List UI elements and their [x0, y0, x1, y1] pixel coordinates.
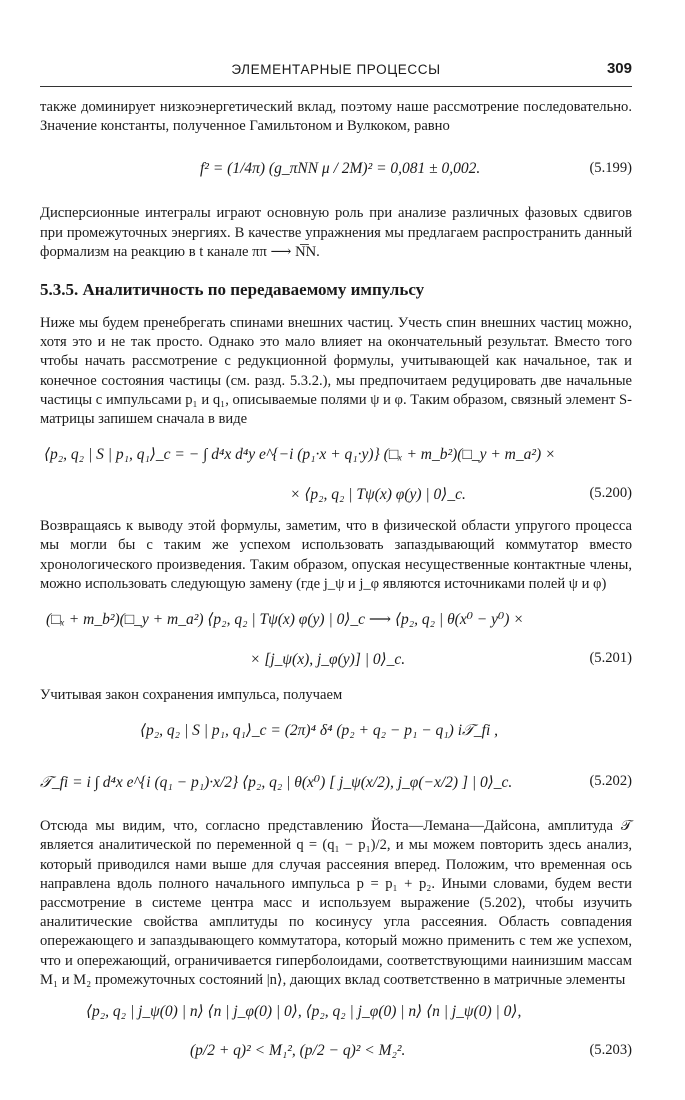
- paragraph-1: также доминирует низкоэнергетический вклад, поэтому наше рассмотрение последовательно. Значение константы, полученное Гамильтоном и Вулкоком, равно: [40, 99, 632, 135]
- equation-number: (5.203): [589, 1042, 632, 1059]
- equation-expression: (p/2 + q)² < M₁², (p/2 − q)² < M₂².: [190, 1042, 406, 1060]
- equation-expression: ⟨p₂, q₂ | S | p₁, q₁⟩_c = − ∫ d⁴x d⁴y e^{−i (p₁·x + q₁·y)} (□ₓ + m_b²)(□_y + m_a²) ×: [44, 446, 556, 464]
- paragraph-4: Возвращаясь к выводу этой формулы, заметим, что в физической области упругого процесса мы могли бы с таким же успехом использовать запаздывающий коммутатор вместо хронологического произведения. Таким образом, опуская несущественные контактные члены, можно использовать следующую замену (где j_ψ и j_φ являются источниками полей ψ и φ): [40, 518, 632, 592]
- equation-number: (5.202): [589, 773, 632, 790]
- equation-5-201-line-2: [40, 646, 632, 674]
- equation-expression: (□ₓ + m_b²)(□_y + m_a²) ⟨p₂, q₂ | Tψ(x) φ(y) | 0⟩_c ⟶ ⟨p₂, q₂ | θ(x⁰ − y⁰) ×: [46, 611, 524, 629]
- equation-expression: ⟨p₂, q₂ | j_ψ(0) | n⟩ ⟨n | j_φ(0) | 0⟩, ⟨p₂, q₂ | j_φ(0) | n⟩ ⟨n | j_ψ(0) | 0⟩,: [86, 1003, 522, 1021]
- paragraph-5: Учитывая закон сохранения импульса, получаем: [40, 687, 343, 704]
- equation-expression: ⟨p₂, q₂ | S | p₁, q₁⟩_c = (2π)⁴ δ⁴ (p₂ + q₂ − p₁ − q₁) i𝒯_fi ,: [140, 722, 499, 740]
- paragraph-3: Ниже мы будем пренебрегать спинами внешних частиц. Учесть спин внешних частиц можно, хотя это и не так просто. Однако это мало влияет на окончательный результат. Вместо того чтобы начать рассмотрение с редукционной формулы, учитывающей как начальное, так и конечное состояния частицы (см. разд. 5.3.2.), мы предпочитаем редуцировать две начальные частицы с импульсами p₁ и q₁, описываемые полями ψ и φ. Таким образом, связный элемент S-матрицы запишем сначала в виде: [40, 315, 632, 428]
- equation-5-200-line-2: [40, 481, 632, 509]
- page-number: 309: [606, 60, 632, 77]
- section-title: 5.3.5. Аналитичность по передаваемому импульсу: [40, 280, 425, 300]
- equation-number: (5.199): [589, 160, 632, 177]
- equation-5-199: [40, 144, 632, 196]
- equation-5-202-line-2: [40, 757, 632, 809]
- running-head: [40, 60, 632, 82]
- equation-5-200-line-1: [40, 437, 632, 473]
- equation-expression: × ⟨p₂, q₂ | Tψ(x) φ(y) | 0⟩_c.: [290, 486, 466, 504]
- running-title: ЭЛЕМЕНТАРНЫЕ ПРОЦЕССЫ: [231, 62, 441, 77]
- paragraph-2: Дисперсионные интегралы играют основную роль при анализе различных фазовых сдвигов при промежуточных энергиях. В качестве упражнения мы предлагаем распространить данный формализм на реакцию в t канале ππ ⟶ N͞N.: [40, 205, 632, 260]
- equation-expression: 𝒯_fi = i ∫ d⁴x e^{i (q₁ − p₁)·x/2} ⟨p₂, q₂ | θ(x⁰) [ j_ψ(x/2), j_φ(−x/2) ] | 0⟩_c.: [40, 774, 513, 792]
- header-rule: [40, 86, 632, 87]
- equation-number: (5.200): [589, 485, 632, 502]
- equation-5-201-line-1: [40, 602, 632, 638]
- equation-expression: f² = (1/4π) (g_πNN μ / 2M)² = 0,081 ± 0,002.: [200, 160, 481, 178]
- page-body: [40, 98, 632, 1078]
- equation-number: (5.201): [589, 650, 632, 667]
- equation-5-203-line-1: [40, 998, 632, 1026]
- equation-5-203-line-2: [40, 1034, 632, 1070]
- paragraph-6: Отсюда мы видим, что, согласно представлению Йоста—Лемана—Дайсона, амплитуда 𝒯 является аналитической по переменной q = (q₁ − p₁)/2, и мы можем повторить здесь анализ, который приводился нами выше для случая рассеяния вперед. Положим, что временная ось направлена вдоль полного начального импульса p = p₁ + p₂. Иными словами, будем вести рассмотрение в системе центра масс и используем выражение (5.202), чтобы изучить аналитические свойства амплитуды по косинусу угла рассеяния. Область совпадения опережающего и запаздывающего коммутатора, который можно применить с тем же успехом, что и опережающий, ограничивается гиперболоидами, соответствующими наинизшим массам M₁ и M₂ промежуточных состояний |n⟩, дающих вклад соответственно в матричные элементы: [40, 818, 632, 988]
- equation-expression: × [j_ψ(x), j_φ(y)] | 0⟩_c.: [250, 651, 406, 669]
- equation-5-202-line-1: [40, 713, 632, 749]
